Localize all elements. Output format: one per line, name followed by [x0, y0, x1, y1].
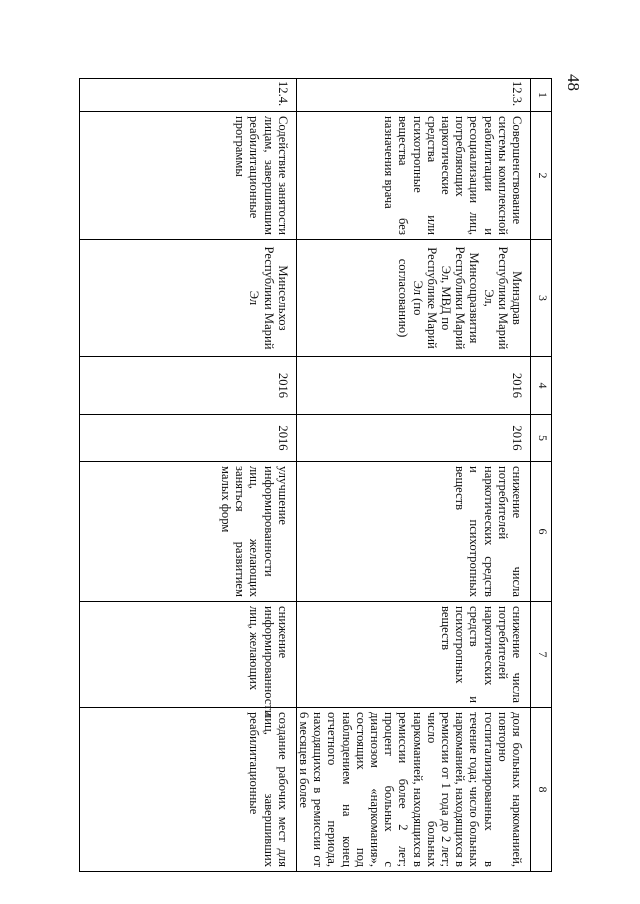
- start-year-cell: 2016: [296, 357, 530, 415]
- rotated-table-container: [129, 78, 552, 871]
- column-number: 4: [531, 357, 552, 415]
- end-year-cell: 2016: [79, 415, 296, 462]
- indicators-cell: создание рабочих мест для лиц, завершивших реабилитационные: [79, 708, 296, 872]
- table-row: [79, 79, 296, 872]
- page-number: 48: [564, 74, 583, 91]
- table-row: [296, 79, 530, 872]
- column-number: 1: [531, 79, 552, 112]
- direct-result-cell: снижение числа потребителей наркотических средств и психотропных веществ: [296, 462, 530, 602]
- column-number: 7: [531, 602, 552, 708]
- executors-cell: Минсельхоз Республики Марий Эл: [79, 240, 296, 357]
- column-number-row: [531, 79, 552, 872]
- column-number: 5: [531, 415, 552, 462]
- measure-cell: Совершенствование системы комплексной реабилитации и ресоциализации лиц, потребляющих наркотические средства или психотропные вещества без назначения врача: [296, 112, 530, 240]
- consequences-cell: снижение информированности лиц, желающих: [79, 602, 296, 708]
- direct-result-cell: улучшение информированности лиц, желающих заняться развитием малых форм: [79, 462, 296, 602]
- row-number: 12.4.: [79, 79, 296, 112]
- start-year-cell: 2016: [79, 357, 296, 415]
- measure-cell: Содействие занятости лицам, завершившим реабилитационные программы: [79, 112, 296, 240]
- indicators-cell: доля больных наркоманией, повторно госпитализированных в течение года; число больных наркоманией, находящихся в ремиссии от 1 года до 2 лет; число больных наркоманией, находящихся в ремиссии более 2 лет; процент больных с диагнозом «наркомания», состоящих под наблюдением на конец отчетного периода, находящихся в ремиссии от 6 месяцев и более: [296, 708, 530, 872]
- measures-table: [79, 78, 552, 872]
- column-number: 3: [531, 240, 552, 357]
- column-number: 8: [531, 708, 552, 872]
- row-number: 12.3.: [296, 79, 530, 112]
- end-year-cell: 2016: [296, 415, 530, 462]
- column-number: 2: [531, 112, 552, 240]
- consequences-cell: снижение числа потребителей наркотических средств и психотропных веществ: [296, 602, 530, 708]
- column-number: 6: [531, 462, 552, 602]
- executors-cell: Минздрав Республики Марий Эл, Минсоцразвития Республики Марий Эл, МВД по Республике Марий Эл (по согласованию): [296, 240, 530, 357]
